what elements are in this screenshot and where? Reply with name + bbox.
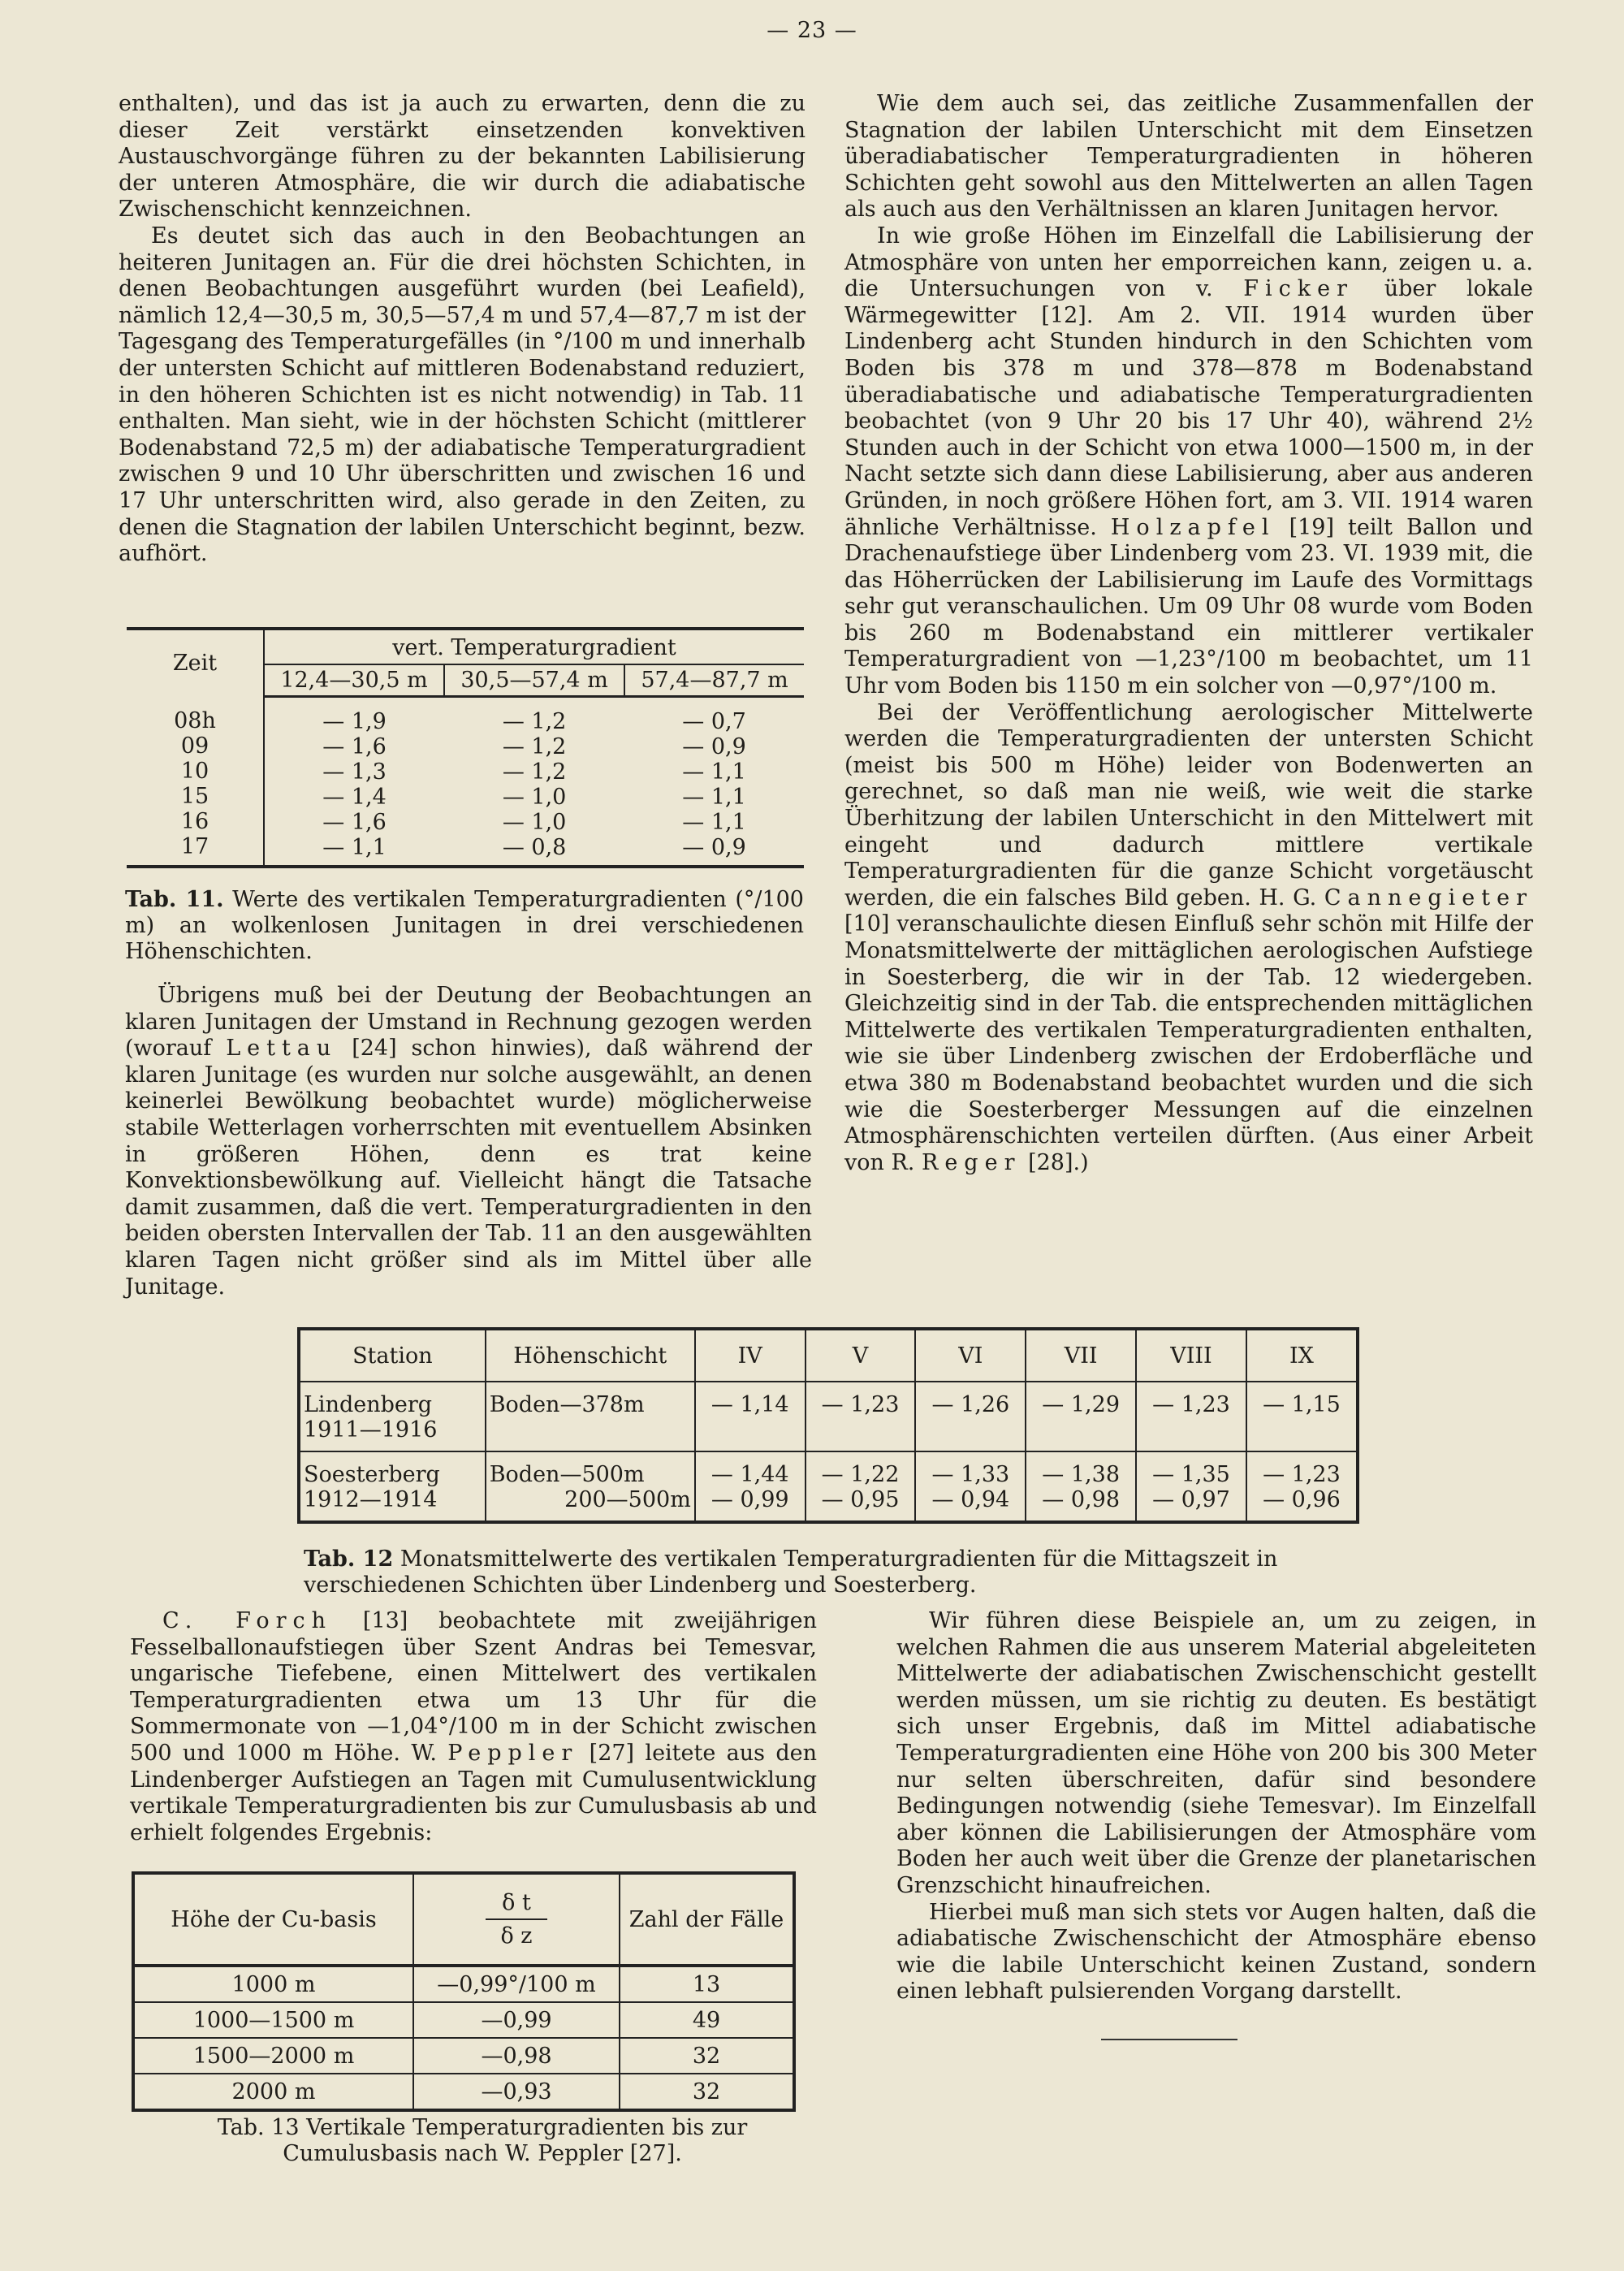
table-header-row	[133, 1873, 794, 1966]
table-cell: 49	[620, 2002, 794, 2038]
table-header: Höhe der Cu-basis	[133, 1873, 413, 1966]
paragraph: enthalten), und das ist ja auch zu erwarten, denn die zu dieser Zeit verstärkt einsetzenden konvektiven Austauschvorgänge führen zu der bekannten Labilisierung der unteren Atmosphäre, die wir durch die adiabatische Zwischenschicht kennzeichnen.	[119, 91, 806, 223]
table-cell: Boden—378m	[486, 1382, 695, 1451]
table-row	[133, 2002, 794, 2038]
author-name: C. Forch	[162, 1608, 333, 1633]
paragraph: Es deutet sich das auch in den Beobachtungen an heiteren Junitagen an. Für die drei höchsten Schichten, in denen Beobachtungen ausgeführt wurden (bei Leafield), nämlich 12,4—30,5 m, 30,5—57,4 m und 57,4—87,7 m ist der Tagesgang des Temperaturgefälles (in °/100 m und innerhalb der untersten Schicht auf mittleren Bodenabstand reduziert, in den höheren Schichten ist es nicht notwendig) in Tab. 11 enthalten. Man sieht, wie in der höchsten Schicht (mittlerer Bodenabstand 72,5 m) der adiabatische Temperaturgradient zwischen 9 und 10 Uhr überschritten und zwischen 16 und 17 Uhr unterschritten wird, also gerade in den Zeiten, zu denen die Stagnation der labilen Unterschicht beginnt, bezw. aufhört.	[119, 223, 806, 567]
table-cell: — 1,44 — 0,99	[695, 1451, 806, 1522]
section-end-rule	[1101, 2039, 1237, 2040]
table-header: Zahl der Fälle	[620, 1873, 794, 1966]
table-cell: —0,93	[413, 2074, 620, 2110]
value: — 1,6	[322, 810, 387, 835]
table-header: V	[806, 1329, 916, 1382]
caption-label: Tab. 12	[304, 1546, 394, 1572]
paragraph: In wie große Höhen im Einzelfall die Labilisierung der Atmosphäre von unten her emporreichen kann, zeigen u. a. die Untersuchungen von v. Ficker über lokale Wärmegewitter [12]. Am 2. VII. 1914 wurden über Lindenberg acht Stunden hindurch in den Schichten vom Boden bis 378 m und 378—878 m Bodenabstand überadiabatische und adiabatische Temperaturgradienten beobachtet (von 9 Uhr 20 bis 17 Uhr 40), während 2½ Stunden auch in der Schicht von etwa 1000—1500 m, in der Nacht setzte sich dann diese Labilisierung, aber aus anderen Gründen, in noch größere Höhen fort, am 3. VII. 1914 waren ähnliche Verhältnisse. Holzapfel [19] teilt Ballon und Drachenaufstiege über Lindenberg vom 23. VI. 1939 mit, die das Höherrücken der Labilisierung im Laufe des Vormittags sehr gut veranschaulichen. Um 09 Uhr 08 wurde vom Boden bis 260 m Bodenabstand ein mittlerer vertikaler Temperaturgradient von —1,23°/100 m beobachtet, um 11 Uhr vom Boden bis 1150 m ein solcher von —0,97°/100 m.	[844, 223, 1533, 699]
table-cell: — 1,22 — 0,95	[806, 1451, 916, 1522]
author-name: Lettau	[226, 1036, 338, 1062]
table-cell: — 1,38 — 0,98	[1026, 1451, 1136, 1522]
table-header: IV	[695, 1329, 806, 1382]
table-cell: —0,99	[413, 2002, 620, 2038]
table-12	[297, 1327, 1359, 1524]
value: — 1,4	[322, 785, 387, 810]
table-header: Höhenschicht	[486, 1329, 695, 1382]
table-cell: —0,98	[413, 2038, 620, 2074]
paragraph: Übrigens muß bei der Deutung der Beobachtungen an klaren Junitagen der Umstand in Rechnung gezogen werden (worauf Lettau [24] schon hinwies), daß während der klaren Junitage (es wurden nur solche ausgewählt, an denen keinerlei Bewölkung beobachtet wurde) möglicherweise stabile Wetterlagen vorherrschten mit eventuellem Absinken in größeren Höhen, denn es trat keine Konvektionsbewölkung auf. Vielleicht hängt die Tatsache damit zusammen, daß die vert. Temperaturgradienten in den beiden obersten Intervallen der Tab. 11 an den ausgewählten klaren Tagen nicht größer sind als im Mittel über alle Junitage.	[125, 983, 812, 1300]
table-row	[133, 2074, 794, 2110]
table-row	[299, 1451, 1358, 1522]
time-08: 08h	[174, 707, 216, 733]
author-name: Holzapfel	[1110, 514, 1276, 540]
page-number: — 23 —	[767, 18, 857, 43]
left-column-top	[119, 91, 806, 568]
table-cell: —0,99°/100 m	[413, 1966, 620, 2002]
value: — 1,2	[502, 759, 567, 785]
table-11	[127, 627, 804, 868]
table-row	[299, 1382, 1358, 1451]
table-cell: — 1,23	[1136, 1382, 1246, 1451]
time-10: 10	[180, 758, 209, 784]
table-cell: — 1,23	[806, 1382, 916, 1451]
value: — 1,3	[322, 759, 387, 785]
table-header: Station	[299, 1329, 486, 1382]
table-header: VIII	[1136, 1329, 1246, 1382]
value: — 1,0	[502, 810, 567, 835]
table-row	[133, 1966, 794, 2002]
paragraph: C. Forch [13] beobachtete mit zweijährigen Fesselballonaufstiegen über Szent Andras bei Temesvar, ungarische Tiefebene, einen Mittelwert des vertikalen Temperaturgradienten etwa um 13 Uhr für die Sommermonate von —1,04°/100 m in der Schicht zwischen 500 und 1000 m Höhe. W. Peppler [27] leitete aus den Lindenberger Aufstiegen an Tagen mit Cumulusentwicklung vertikale Temperaturgradienten bis zur Cumulusbasis ab und erhielt folgendes Ergebnis:	[130, 1608, 818, 1845]
table-cell: — 1,29	[1026, 1382, 1136, 1451]
caption-label: Tab. 11.	[125, 887, 224, 912]
table-cell: 2000 m	[133, 2074, 413, 2110]
table-cell: 32	[620, 2038, 794, 2074]
table-cell: — 1,33 — 0,94	[915, 1451, 1026, 1522]
paragraph: Bei der Veröffentlichung aerologischer Mittelwerte werden die Temperaturgradienten der untersten Schicht (meist bis 500 m Höhe) leider von Bodenwerten an gerechnet, so daß man nie weiß, wie weit die starke Überhitzung der labilen Unterschicht in den Mittelwert mit eingeht und dadurch mittlere vertikale Temperaturgradienten für die ganze Schicht vorgetäuscht werden, die ein falsches Bild geben. H. G. Cannegieter [10] veranschaulichte diesen Einfluß sehr schön mit Hilfe der Monatsmittelwerte der mittäglichen aerologischen Aufstiege in Soesterberg, die wir in der Tab. 12 wiedergeben. Gleichzeitig sind in der Tab. die entsprechenden mittäglichen Mittelwerte des vertikalen Temperaturgradienten enthalten, wie sie über Lindenberg zwischen der Erdoberfläche und etwa 380 m Bodenabstand beobachtet wurden und die sich wie die Soesterberger Messungen auf die einzelnen Atmosphärenschichten verteilen dürften. (Aus einer Arbeit von R. Reger [28].)	[844, 699, 1533, 1175]
table-header-row	[299, 1329, 1358, 1382]
value: — 1,1	[682, 785, 746, 810]
time-09: 09	[180, 733, 209, 759]
time-17: 17	[180, 833, 209, 859]
table-cell: — 1,14	[695, 1382, 806, 1451]
right-column-bottom	[896, 1608, 1536, 2005]
value: — 0,8	[502, 835, 567, 860]
table-header: 12,4—30,5 m	[264, 664, 444, 697]
table-header: 57,4—87,7 m	[624, 664, 804, 697]
caption-text: Monatsmittelwerte des vertikalen Temperaturgradienten für die Mittagszeit in verschiedenen Schichten über Lindenberg und Soesterberg.	[304, 1546, 1278, 1598]
table-cell	[127, 697, 264, 867]
table-cell: 1000 m	[133, 1966, 413, 2002]
value: — 1,0	[502, 785, 567, 810]
table-header	[413, 1873, 620, 1966]
author-name: Ficker	[1243, 276, 1354, 302]
table-cell: 1000—1500 m	[133, 2002, 413, 2038]
table-header: VI	[915, 1329, 1026, 1382]
author-name: Cannegieter	[1324, 885, 1533, 911]
value: — 0,9	[682, 734, 746, 759]
table-cell	[264, 697, 444, 867]
table-cell: 1500—2000 m	[133, 2038, 413, 2074]
paragraph: Hierbei muß man sich stets vor Augen halten, daß die adiabatische Zwischenschicht der Atmosphäre ebenso wie die labile Unterschicht keinen Zustand, sondern einen lebhaft pulsierenden Vorgang darstellt.	[896, 1899, 1536, 2005]
value: — 1,9	[322, 709, 387, 734]
table-cell: 32	[620, 2074, 794, 2110]
table-header: Zeit	[127, 629, 264, 697]
table-cell: Lindenberg 1911—1916	[299, 1382, 486, 1451]
value: — 0,7	[682, 709, 746, 734]
gradient-fraction: $\frac{\text{δ t}}{\text{δ z}}$	[486, 1890, 547, 1949]
paragraph: Wir führen diese Beispiele an, um zu zeigen, in welchen Rahmen die aus unserem Material abgeleiteten Mittelwerte der adiabatischen Zwischenschicht gestellt werden müssen, um sie richtig zu deuten. Es bestätigt sich unser Ergebnis, daß im Mittel adiabatische Temperaturgradienten eine Höhe von 200 bis 300 Meter nur selten überschreiten, dafür sind besondere Bedingungen notwendig (siehe Temesvar). Im Einzelfall aber können die Labilisierungen der Atmosphäre vom Boden her auch weit über die Grenze der planetarischen Grenzschicht hinaufreichen.	[896, 1608, 1536, 1898]
time-15: 15	[180, 783, 209, 809]
table-13	[132, 1871, 796, 2112]
table-12-caption	[304, 1546, 1359, 1598]
value: — 1,1	[682, 810, 746, 835]
time-16: 16	[180, 808, 209, 834]
value: — 1,2	[502, 709, 567, 734]
table-11-caption	[125, 887, 804, 965]
table-header: vert. Temperaturgradient	[392, 635, 676, 660]
table-row	[133, 2038, 794, 2074]
table-cell: — 1,35 — 0,97	[1136, 1451, 1246, 1522]
value: — 1,1	[682, 759, 746, 785]
value: — 1,1	[322, 835, 387, 860]
author-name: Reger	[922, 1149, 1021, 1175]
value: — 0,9	[682, 835, 746, 860]
value: — 1,6	[322, 734, 387, 759]
table-cell: — 1,23 — 0,96	[1246, 1451, 1358, 1522]
table-cell: 13	[620, 1966, 794, 2002]
table-cell: — 1,26	[915, 1382, 1026, 1451]
table-13-caption: Tab. 13 Vertikale Temperaturgradienten bis zur Cumulusbasis nach W. Peppler [27].	[217, 2115, 748, 2166]
author-name: Peppler	[447, 1740, 579, 1766]
table-header: 30,5—57,4 m	[444, 664, 624, 697]
table-cell	[624, 697, 804, 867]
table-cell: Soesterberg 1912—1914	[299, 1451, 486, 1522]
table-header: VII	[1026, 1329, 1136, 1382]
value: — 1,2	[502, 734, 567, 759]
left-column-middle	[125, 983, 812, 1300]
left-column-bottom	[130, 1608, 817, 1846]
paragraph: Wie dem auch sei, das zeitliche Zusammenfallen der Stagnation der labilen Unterschicht mit dem Einsetzen überadiabatischer Temperaturgradienten in höheren Schichten geht sowohl aus den Mittelwerten an allen Tagen als auch aus den Verhältnissen an klaren Junitagen hervor.	[844, 91, 1533, 223]
table-cell: — 1,15	[1246, 1382, 1358, 1451]
right-column-top	[844, 91, 1533, 1176]
caption-text: Werte des vertikalen Temperaturgradienten (°/100 m) an wolkenlosen Junitagen in drei verschiedenen Höhenschichten.	[125, 887, 804, 964]
table-header: IX	[1246, 1329, 1358, 1382]
table-cell: Boden—500m 200—500m	[486, 1451, 695, 1522]
table-cell	[444, 697, 624, 867]
